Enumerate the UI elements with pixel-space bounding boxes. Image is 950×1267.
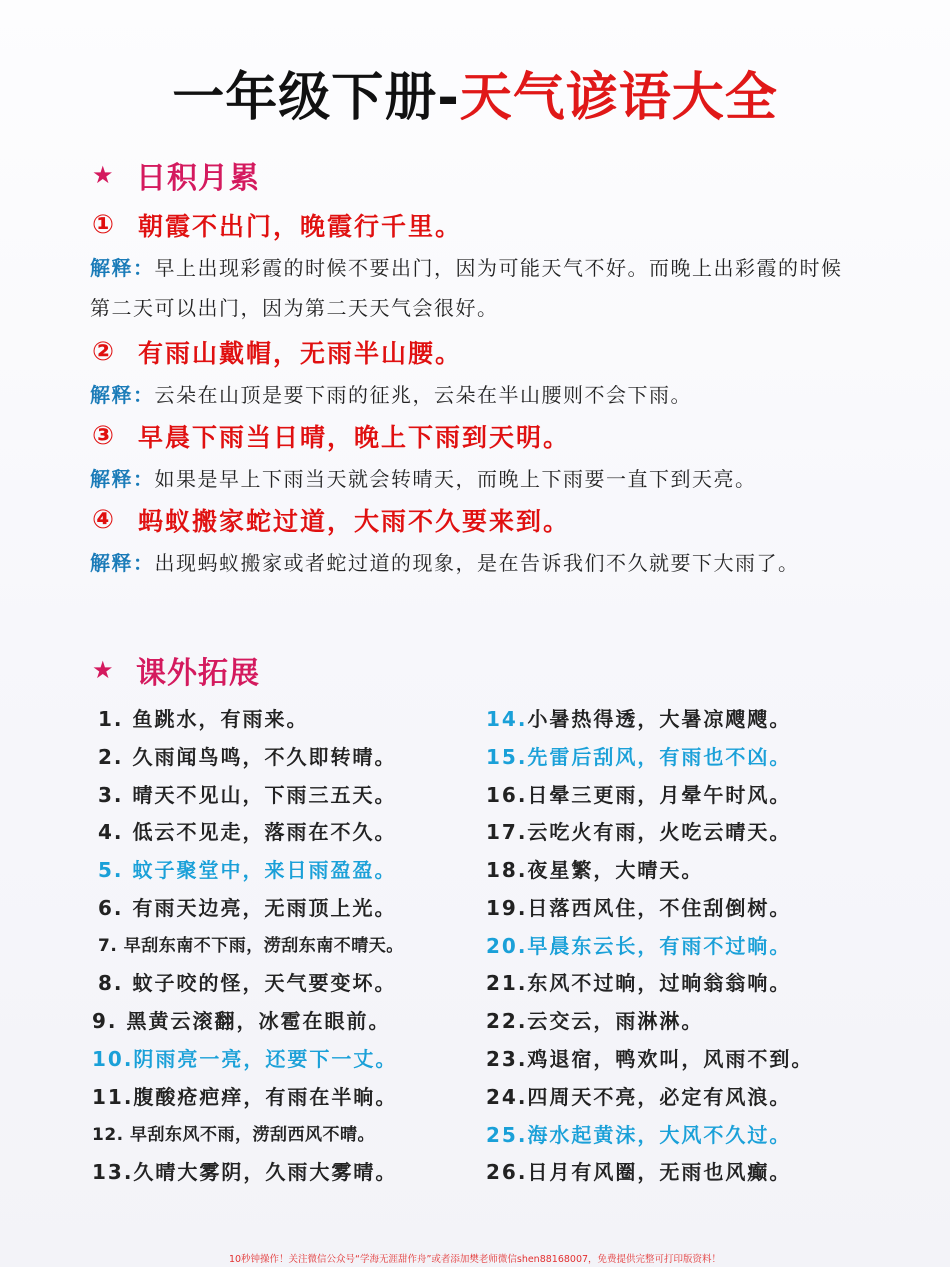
extension-item-13: 13.久晴大雾阴，久雨大雾晴。 xyxy=(92,1160,398,1184)
extension-item-26: 26.日月有风圈，无雨也风癫。 xyxy=(486,1160,792,1184)
page-title-topic: 天气谚语大全 xyxy=(459,68,778,128)
explanation-text: 出现蚂蚁搬家或者蛇过道的现象，是在告诉我们不久就要下大雨了。 xyxy=(154,551,800,575)
proverb-explanation-4 xyxy=(90,543,850,583)
star-icon: ★ xyxy=(92,656,114,684)
proverb-text: 蚂蚁搬家蛇过道，大雨不久要来到。 xyxy=(138,507,571,536)
page-title-grade: 一年级下册- xyxy=(172,68,460,128)
proverb-text: 有雨山戴帽，无雨半山腰。 xyxy=(138,339,463,368)
proverb-2 xyxy=(92,332,462,372)
explanation-label: 解释： xyxy=(90,256,155,280)
extension-item-21: 21.东风不过晌，过晌翁翁响。 xyxy=(486,971,792,995)
proverb-number: ④ xyxy=(92,505,117,535)
proverb-number: ② xyxy=(92,337,117,367)
proverb-4 xyxy=(92,500,570,540)
extension-item-7: 7. 早刮东南不下雨，涝刮东南不晴天。 xyxy=(98,936,404,956)
explanation-text: 云朵在山顶是要下雨的征兆，云朵在半山腰则不会下雨。 xyxy=(154,383,692,407)
proverb-number: ③ xyxy=(92,421,117,451)
extension-item-6: 6. 有雨天边亮，无雨顶上光。 xyxy=(98,896,397,920)
explanation-text: 如果是早上下雨当天就会转晴天，而晚上下雨要一直下到天亮。 xyxy=(154,467,757,491)
extension-item-1: 1. 鱼跳水，有雨来。 xyxy=(98,707,309,731)
proverb-3 xyxy=(92,416,570,456)
proverb-explanation-2 xyxy=(90,375,850,415)
extension-item-5: 5. 蚊子聚堂中，来日雨盈盈。 xyxy=(98,858,397,882)
section-title: 日积月累 xyxy=(136,161,260,196)
extension-item-19: 19.日落西风住，不住刮倒树。 xyxy=(486,896,792,920)
extension-item-3: 3. 晴天不见山，下雨三五天。 xyxy=(98,783,397,807)
extension-item-20: 20.早晨东云长，有雨不过晌。 xyxy=(486,934,792,958)
explanation-label: 解释： xyxy=(90,383,155,407)
page-title xyxy=(0,62,950,134)
extension-item-22: 22.云交云，雨淋淋。 xyxy=(486,1009,704,1033)
extension-item-12: 12. 早刮东风不雨，涝刮西风不晴。 xyxy=(92,1125,376,1145)
extension-item-15: 15.先雷后刮风，有雨也不凶。 xyxy=(486,745,792,769)
explanation-label: 解释： xyxy=(90,551,155,575)
extension-item-24: 24.四周天不亮，必定有风浪。 xyxy=(486,1085,792,1109)
proverb-1 xyxy=(92,205,462,245)
proverb-text: 早晨下雨当日晴，晚上下雨到天明。 xyxy=(138,423,571,452)
section-heading-extension xyxy=(92,648,260,692)
extension-item-9: 9. 黑黄云滚翻，冰雹在眼前。 xyxy=(92,1009,391,1033)
extension-item-23: 23.鸡退宿，鸭欢叫，风雨不到。 xyxy=(486,1047,814,1071)
extension-item-11: 11.腹酸疮疤痒，有雨在半晌。 xyxy=(92,1085,398,1109)
extension-item-14 xyxy=(486,702,791,736)
footer-note: 10秒钟操作！关注微信公众号“学海无涯甜作舟”或者添加樊老师微信shen88168007，免费提供完整可打印版资料！ xyxy=(228,1254,722,1265)
star-icon: ★ xyxy=(92,161,114,189)
extension-item-18: 18.夜星繁，大晴天。 xyxy=(486,858,704,882)
extension-item-8: 8. 蚊子咬的怪，天气要变坏。 xyxy=(98,971,397,995)
extension-item-text: 小暑热得透，大暑凉飕飕。 xyxy=(527,707,792,731)
explanation-text: 早上出现彩霞的时候不要出门，因为可能天气不好。而晚上出彩霞的时候第二天可以出门，因为第二天天气会很好。 xyxy=(90,256,843,320)
extension-item-2: 2. 久雨闻鸟鸣，不久即转晴。 xyxy=(98,745,397,769)
extension-item-10: 10.阴雨亮一亮，还要下一丈。 xyxy=(92,1047,398,1071)
section-heading-daily xyxy=(92,153,260,197)
proverb-explanation-3 xyxy=(90,459,850,499)
explanation-label: 解释： xyxy=(90,467,155,491)
extension-item-25: 25.海水起黄沫，大风不久过。 xyxy=(486,1123,792,1147)
section-title: 课外拓展 xyxy=(136,656,260,691)
proverb-number: ① xyxy=(92,210,117,240)
extension-item-17: 17.云吃火有雨，火吃云晴天。 xyxy=(486,820,792,844)
extension-item-number: 14. xyxy=(486,707,528,731)
proverb-text: 朝霞不出门，晚霞行千里。 xyxy=(138,212,463,241)
extension-item-16: 16.日晕三更雨，月晕午时风。 xyxy=(486,783,792,807)
proverb-explanation-1 xyxy=(90,248,850,328)
extension-item-4: 4. 低云不见走，落雨在不久。 xyxy=(98,820,397,844)
